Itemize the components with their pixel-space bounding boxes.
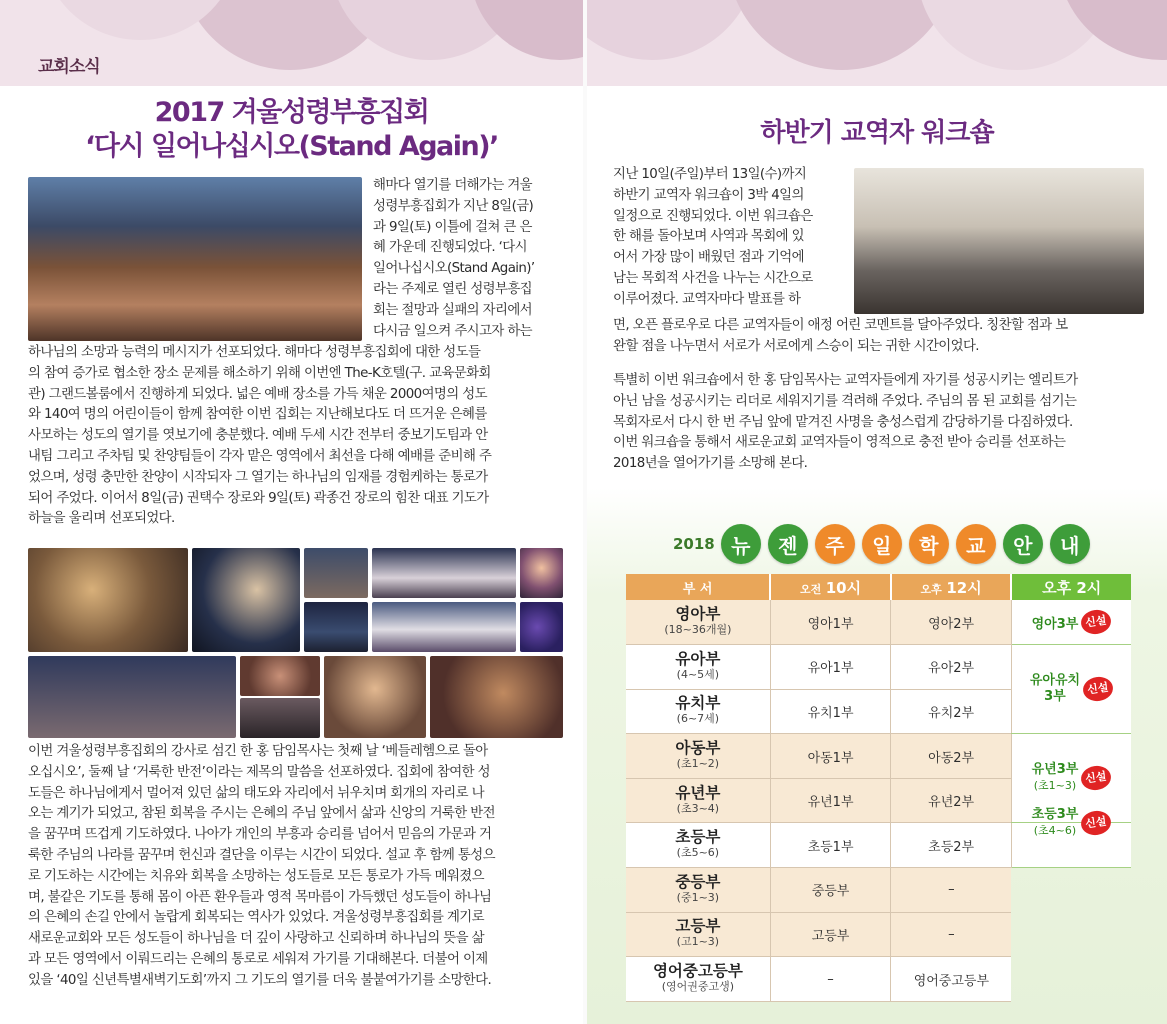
header-pm12 [891,574,1012,600]
pm2-cell [1011,807,1131,868]
decor-petal [727,0,957,70]
table-row [626,600,1131,645]
text-line: 오십시오’, 둘째 날 ‘거룩한 반전’이라는 제목의 말씀을 선포하였다. 집회에 참여한 성 [28,764,490,780]
dept-ages: (영어권중고생) [661,980,735,994]
collage-photo [430,656,563,738]
table-row [626,868,1131,913]
school-schedule-table [626,574,1131,1002]
text-line: 과 모든 영역에서 이뤄드리는 은혜의 통로로 세워져 가기를 기대해본다. 더불어 이제 [28,951,488,967]
dept-ages: (초5~6) [676,846,720,860]
dept-cell [626,823,770,868]
text-line: 도들은 하나님에게서 멀어져 있던 삶의 태도와 자리에서 뉘우치며 회개의 자리로 나 [28,785,484,801]
new-badge: 신설 [1080,809,1113,837]
text-line: 하늘을 울리며 선포되었다. [28,511,175,527]
text-line: 사모하는 성도의 열기를 엿보기에 충분했다. 예배 두세 시간 전부터 중보기도팀과 안 [28,428,488,444]
collage-photo [520,548,563,598]
pm12-cell: 영아2부 [891,600,1012,645]
dept-ages: (초3~4) [676,801,720,815]
text-line: 있을 ‘40일 신년특별새벽기도회’까지 그 기도의 열기를 더욱 불붙여가기를 소망한다. [28,972,492,988]
text-line: 해마다 열기를 더해가는 겨울 [373,178,532,193]
pm2-cell-empty [1011,868,1131,913]
dept-cell [626,912,770,957]
text-line: 새로운교회와 모든 성도들이 하나님을 더 깊이 사랑하고 신뢰하며 하나님의 뜻을 삶 [28,931,484,947]
pm12-cell: 영어중고등부 [891,957,1012,1002]
text-line: 며, 불같은 기도를 통해 몸이 아픈 환우들과 영적 목마름이 가득했던 성도들이 하나님 [28,889,492,905]
text-line: 일어나십시오(Stand Again)’ [373,261,535,277]
dept-name: 유아부 [675,649,721,668]
pm2-group-ages: (초4~6) [1033,824,1077,838]
collage-photo [520,602,563,652]
am10-cell: 유아1부 [770,645,891,690]
new-badge: 신설 [1080,764,1113,792]
pm12-cell: 초등2부 [891,823,1012,868]
pm2-cell [1011,645,1131,734]
pm2-group-name: 영아3부 [1031,616,1079,632]
text-line: 와 140여 명의 어린이들이 함께 참여한 이번 집회는 지난해보다도 더 뜨거운 은혜를 [28,407,487,423]
collage-photo [240,698,320,738]
collage-photo [240,656,320,696]
banner-char: 주 [815,524,855,564]
pm12-cell: – [891,868,1012,913]
pm2-group [1012,762,1131,794]
text-line: 성령부흥집회가 지난 8일(금) [373,198,534,214]
text-line: 관) 그랜드볼룸에서 진행하게 되었다. 넓은 예배 장소를 가득 채운 2000여명의 성도 [28,386,487,402]
dept-ages: (고1~3) [676,935,720,949]
header-am10-num: 10시 [825,578,862,597]
pm2-group-name: 초등3부 [1031,807,1079,823]
text-line: 아닌 남을 성공시키는 리더로 세워지기를 격려해 주었다. 주님의 몸 된 교회를 섬기는 [613,393,1077,409]
dept-name: 초등부 [675,828,721,847]
new-badge: 신설 [1080,608,1113,636]
pm2-cell-empty [1011,912,1131,957]
table-row [626,912,1131,957]
banner-char: 젠 [768,524,808,564]
pm12-cell: 유년2부 [891,778,1012,823]
dept-cell [626,957,770,1002]
dept-name: 유년부 [675,783,721,802]
pm12-cell: – [891,912,1012,957]
collage-photo [372,602,516,652]
workshop-paragraph [613,371,1149,475]
dept-name: 중등부 [675,872,721,891]
text-line: 오는 계기가 되었고, 참된 회복을 주시는 은혜의 주님 앞에서 삶과 신앙의 거룩한 반전 [28,806,495,822]
header-am10 [770,574,891,600]
article-intro [373,176,563,342]
text-line: 하반기 교역자 워크숍이 3박 4일의 [613,187,804,203]
am10-cell: 고등부 [770,912,891,957]
dept-ages: (18~36개월) [664,623,732,637]
banner-year: 2018 [673,535,715,553]
dept-name: 영어중고등부 [652,962,743,981]
banner-char: 일 [862,524,902,564]
text-line: 과 9일(토) 이틀에 걸쳐 큰 은 [373,219,532,235]
table-row [626,645,1131,690]
dept-cell [626,645,770,690]
pm2-group-name: 유아유치 [1029,673,1081,689]
workshop-title: 하반기 교역자 워크숍 [760,118,994,148]
article-title-line1: 2017 겨울성령부흥집회 [154,97,429,128]
pm12-cell: 유치2부 [891,689,1012,734]
text-line: 특별히 이번 워크숍에서 한 홍 담임목사는 교역자들에게 자기를 성공시키는 엘리트가 [613,373,1078,388]
pm2-cell-empty [1011,957,1131,1002]
pm2-group-ages: (초1~3) [1033,779,1077,793]
text-line: 었으며, 성령 충만한 찬양이 시작되자 그 열기는 하나님의 임재를 경험케하는 통로가 [28,469,488,485]
collage-photo [28,656,236,738]
collage-photo [192,548,300,652]
am10-cell: 유년1부 [770,778,891,823]
pm2-group-stack [1032,762,1079,794]
table-row [626,734,1131,779]
collage-photo [372,548,516,598]
am10-cell: – [770,957,891,1002]
dept-cell [626,600,770,645]
text-line: 목회자로서 다시 한 번 주님 앞에 맡겨진 사명을 충성스럽게 감당하기를 다짐하였다. [613,414,1073,430]
school-guide-banner [673,522,1097,566]
article-paragraph [28,742,564,992]
text-line: 이번 겨울성령부흥집회의 강사로 섬긴 한 홍 담임목사는 첫째 날 ‘베들레헴으로 돌아 [28,744,488,759]
dept-name: 영아부 [675,605,721,624]
pm12-cell: 아동2부 [891,734,1012,779]
article-paragraph [28,343,564,530]
dept-name: 유치부 [675,694,721,713]
header-pm2: 오후 2시 [1011,574,1131,600]
dept-cell [626,868,770,913]
text-line: 하나님의 소망과 능력의 메시지가 선포되었다. 해마다 성령부흥집회에 대한 성도들 [28,345,481,360]
collage-photo [324,656,426,738]
text-line: 의 참여 증가로 협소한 장소 문제를 해소하기 위해 이번엔 The-K호텔(구. 교육문화회 [28,365,491,381]
pm2-group-name: 3부 [1044,689,1066,705]
collage-photo [304,602,368,652]
am10-cell: 중등부 [770,868,891,913]
dept-ages: (6~7세) [676,712,720,726]
text-line: 한 해를 돌아보며 사역과 목회에 있 [613,229,804,245]
text-line: 의 은혜의 손길 안에서 놀랍게 회복되는 역사가 있었다. 겨울성령부흥집회를 계기로 [28,910,484,926]
am10-cell: 아동1부 [770,734,891,779]
am10-cell: 초등1부 [770,823,891,868]
pm12-cell: 유아2부 [891,645,1012,690]
text-line: 일정으로 진행되었다. 이번 워크숍은 [613,208,813,224]
article-title [0,96,583,164]
header-am10-prefix: 오전 [799,582,822,596]
new-badge: 신설 [1082,675,1115,703]
text-line: 남는 목회적 사건을 나누는 시간으로 [613,270,813,286]
header-pm12-prefix: 오후 [920,582,942,596]
text-line: 을 꿈꾸며 뜨겁게 기도하였다. 나아가 개인의 부흥과 승리를 넘어서 믿음의 가문과 거 [28,827,492,843]
dept-cell [626,734,770,779]
collage-photo [28,548,188,652]
section-tag: 교회소식 [38,57,100,77]
am10-cell: 영아1부 [770,600,891,645]
left-header-band [0,0,583,86]
text-line: 내팀 그리고 주차팀 및 찬양팀들이 각자 맡은 영역에서 최선을 다해 예배를 준비해 주 [28,448,492,464]
table-row [626,957,1131,1002]
revival-crowd-photo [28,177,362,341]
text-line: 이루어졌다. 교역자마다 발표를 하 [613,291,801,307]
pm2-group-stack [1030,673,1080,705]
text-line: 라는 주제로 열린 성령부흥집 [373,281,532,297]
text-line: 회는 절망과 실패의 자리에서 [373,302,532,318]
am10-cell: 유치1부 [770,689,891,734]
banner-char: 뉴 [721,524,761,564]
text-line: 이번 워크숍을 통해서 새로운교회 교역자들이 영적으로 충전 받아 승리를 선포하는 [613,435,1066,451]
banner-char: 교 [956,524,996,564]
pm2-group [1012,807,1131,839]
right-header-band [587,0,1167,86]
table-header-row [626,574,1131,600]
article-title-line2: ‘다시 일어나십시오(Stand Again)’ [85,131,498,162]
table-row [626,823,1131,868]
decor-petal [587,0,757,60]
text-line: 지난 10일(주일)부터 13일(수)까지 [613,167,807,182]
text-line: 혜 가운데 진행되었다. ‘다시 [373,240,527,256]
workshop-paragraph [613,316,1149,358]
header-dept: 부 서 [626,574,770,600]
banner-char: 안 [1003,524,1043,564]
text-line: 룩한 주님의 나라를 꿈꾸며 헌신과 결단을 이루는 시간이 되었다. 설교 후 함께 통성으 [28,847,495,863]
dept-cell [626,778,770,823]
dept-name: 고등부 [675,917,721,936]
text-line: 면, 오픈 플로우로 다른 교역자들이 애정 어린 코멘트를 달아주었다. 칭찬할 점과 보 [613,318,1068,333]
pm2-cell [1011,600,1131,645]
pm2-group [1012,610,1131,634]
text-line: 되어 주었다. 이어서 8일(금) 권택수 장로와 9일(토) 곽종건 장로의 힘찬 대표 기도가 [28,490,489,506]
text-line: 어서 가장 많이 배웠던 점과 기억에 [613,250,804,266]
header-pm12-num: 12시 [946,578,982,597]
dept-ages: (초1~2) [676,757,720,771]
dept-cell [626,689,770,734]
text-line: 완할 점을 나누면서 서로가 서로에게 스승이 되는 귀한 시간이었다. [613,338,979,354]
dept-name: 아동부 [675,739,721,758]
dept-ages: (중1~3) [676,890,720,904]
collage-photo [304,548,368,598]
workshop-photo [854,168,1144,314]
pm2-group [1012,673,1131,705]
banner-char: 학 [909,524,949,564]
pm2-group-name: 유년3부 [1031,762,1079,778]
workshop-intro [613,165,853,311]
text-line: 2018년을 열어가기를 소망해 본다. [613,456,808,472]
pm2-group-stack [1032,807,1079,839]
dept-ages: (4~5세) [676,667,720,681]
text-line: 로 기도하는 시간에는 치유와 회복을 소망하는 성도들로 모든 통로가 가득 메워졌으 [28,868,484,884]
banner-char: 내 [1050,524,1090,564]
text-line: 다시금 일으켜 주시고자 하는 [373,323,532,339]
